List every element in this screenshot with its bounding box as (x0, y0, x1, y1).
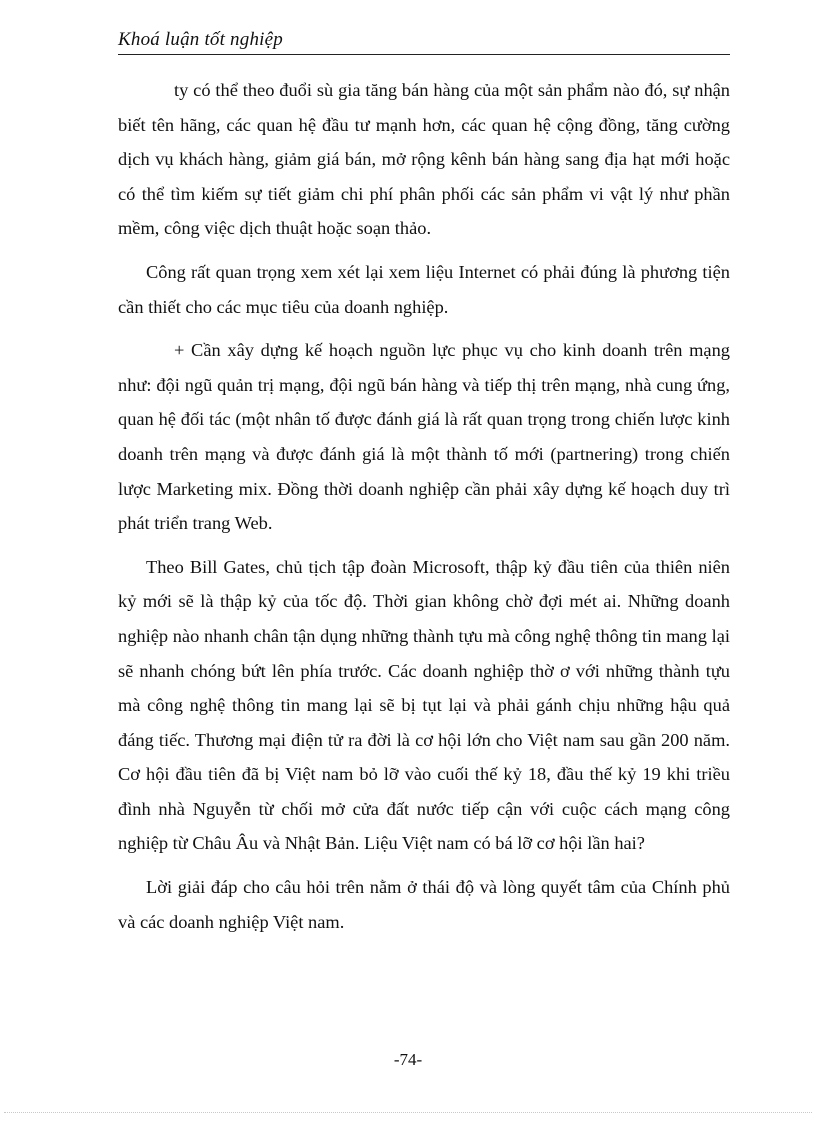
paragraph-5: Lời giải đáp cho câu hỏi trên nằm ở thái độ và lòng quyết tâm của Chính phủ và các doanh nghiệp Việt nam. (118, 877, 730, 932)
page-header (118, 26, 730, 55)
paragraph-2: Công rất quan trọng xem xét lại xem liệu Internet có phải đúng là phương tiện cần thiết cho các mục tiêu của doanh nghiệp. (118, 261, 730, 317)
paragraph-1: ty có thể theo đuổi sù gia tăng bán hàng của một sản phẩm nào đó, sự nhận biết tên hãng, các quan hệ đầu tư mạnh hơn, các quan hệ cộng đồng, tăng cường dịch vụ khách hàng, giảm giá bán, mở rộng kênh bán hàng sang địa hạt mới hoặc có thể tìm kiếm sự tiết giảm chi phí phân phối các sản phẩm vi vật lý như phần mềm, công việc dịch thuật hoặc soạn thảo. (118, 80, 730, 239)
header-title: Khoá luận tốt nghiệp (118, 29, 283, 50)
paragraph-4: Theo Bill Gates, chủ tịch tập đoàn Microsoft, thập kỷ đầu tiên của thiên niên kỷ mới sẽ là thập kỷ của tốc độ. Thời gian không chờ đợi mét ai. Những doanh nghiệp nào nhanh chân tận dụng những thành tựu mà công nghệ thông tin mang lại sẽ nhanh chóng bứt lên phía trước. Các doanh nghiệp thờ ơ với những thành tựu mà công nghệ thông tin mang lại sẽ bị tụt lại và phải gánh chịu những hậu quả đáng tiếc. Thương mại điện tử ra đời là cơ hội lớn cho Việt nam sau gần 200 năm. Cơ hội đầu tiên đã bị Việt nam bỏ lỡ vào cuối thế kỷ 18, đầu thế kỷ 19 khi triều đình nhà Nguyễn từ chối mở cửa đất nước tiếp cận với cuộc cách mạng công nghiệp từ Châu Âu và Nhật Bản. Liệu Việt nam có bá lỡ cơ hội lần hai? (118, 556, 730, 854)
page-number: -74- (393, 1050, 423, 1069)
bottom-divider (4, 1112, 812, 1113)
paragraph-3: + Cần xây dựng kế hoạch nguồn lực phục vụ cho kinh doanh trên mạng như: đội ngũ quản trị mạng, đội ngũ bán hàng và tiếp thị trên mạng, nhà cung ứng, quan hệ đối tác (một nhân tố được đánh giá là rất quan trọng trong chiến lược kinh doanh trên mạng và được đánh giá là một thành tố mới (partnering) trong chiến lược Marketing mix. Đồng thời doanh nghiệp cần phải xây dựng kế hoạch duy trì phát triển trang Web. (118, 340, 730, 534)
body-text (118, 73, 730, 939)
